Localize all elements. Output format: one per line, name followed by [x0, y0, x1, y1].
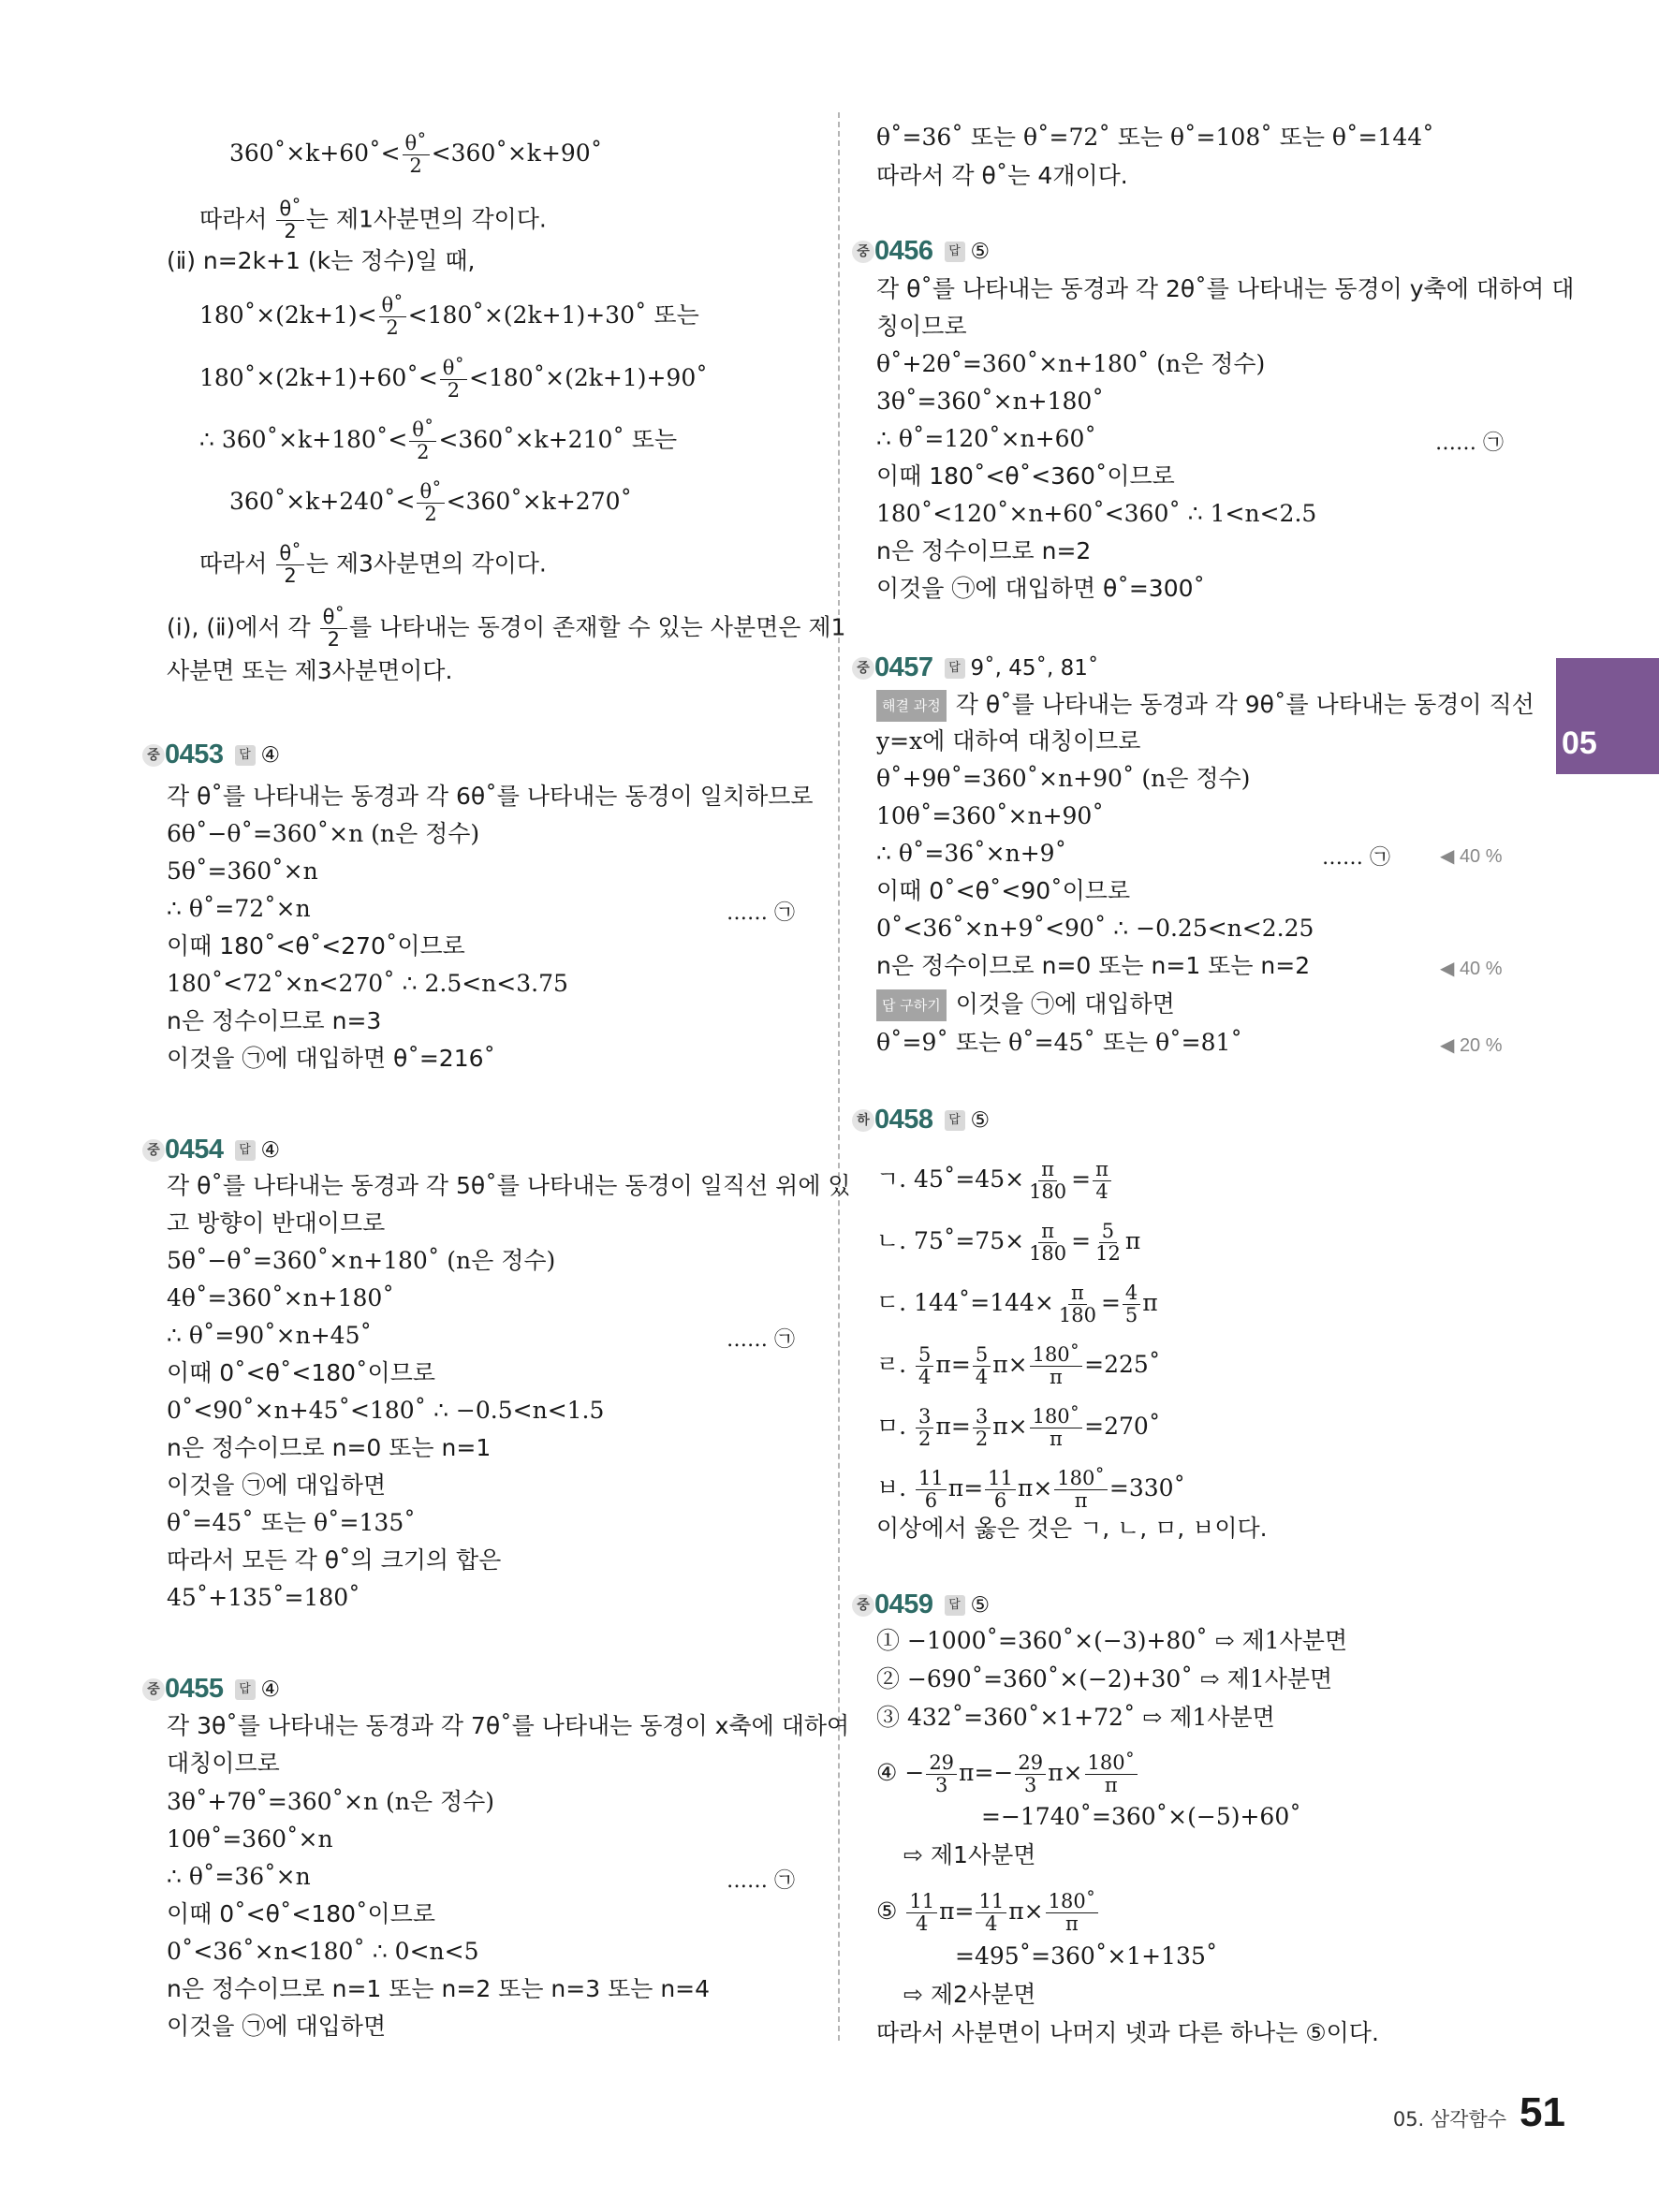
level-badge: 중 — [852, 1594, 874, 1617]
solution-line: =−1740˚=360˚×(−5)+60˚ — [981, 1803, 1301, 1830]
problem-number: 0454 — [165, 1135, 224, 1165]
eq-line: ∴ 360˚×k+180˚< $\frac{\theta˚}{2}$ <360˚×k+210˚ 또는 — [199, 418, 678, 463]
chapter-tab: 05 — [1556, 658, 1659, 774]
fraction: $\frac{\theta˚}{2}$ — [403, 133, 430, 177]
step-tag: 답 구하기 — [876, 989, 947, 1021]
solution-line: 6θ˚−θ˚=360˚×n (n은 정수) — [167, 820, 480, 847]
fraction: $\frac{5}{4}$ — [916, 1344, 933, 1388]
solution-line: 4θ˚=360˚×n+180˚ — [167, 1284, 394, 1311]
item-line: ㄴ. 75˚=75× $\frac{\pi}{180}$ = $\frac{5}{12}$ π — [876, 1220, 1141, 1265]
item-line: ㅂ. $\frac{11}{6}$ π= $\frac{11}{6}$ π× $\frac{180˚}{\pi}$ =330˚ — [876, 1467, 1186, 1512]
text-line: (ⅰ), (ⅱ)에서 각 $\frac{\theta˚}{2}$ 를 나타내는 동경이 존재할 수 있는 사분면은 제1 — [167, 606, 846, 651]
solution-line: 180˚<120˚×n+60˚<360˚ ∴ 1<n<2.5 — [876, 500, 1317, 527]
fraction: $\frac{\pi}{4}$ — [1093, 1159, 1111, 1203]
fraction: $\frac{5}{4}$ — [973, 1344, 991, 1388]
level-badge: 중 — [852, 657, 874, 680]
fraction: $\frac{3}{2}$ — [916, 1406, 933, 1450]
solution-line: 각 θ˚를 나타내는 동경과 각 6θ˚를 나타내는 동경이 일치하므로 — [167, 783, 814, 810]
level-badge: 중 — [852, 241, 874, 263]
problem-header-0458 — [852, 1105, 990, 1135]
text-line: 따라서 $\frac{\theta˚}{2}$ 는 제1사분면의 각이다. — [199, 198, 547, 242]
solution-line: 이때 0˚<θ˚<180˚이므로 — [167, 1900, 436, 1927]
solution-line: ① −1000˚=360˚×(−3)+80˚ ⇨ 제1사분면 — [876, 1627, 1348, 1654]
solution-line: θ˚=45˚ 또는 θ˚=135˚ — [167, 1509, 416, 1536]
solution-line: 0˚<36˚×n<180˚ ∴ 0<n<5 — [167, 1938, 479, 1965]
solution-line: ③ 432˚=360˚×1+72˚ ⇨ 제1사분면 — [876, 1704, 1275, 1731]
text-line: 따라서 $\frac{\theta˚}{2}$ 는 제3사분면의 각이다. — [199, 542, 547, 587]
answer-icon: 답 — [235, 1679, 256, 1700]
step-tag: 해결 과정 — [876, 690, 947, 722]
problem-header-0459 — [852, 1589, 990, 1620]
solution-line: 이상에서 옳은 것은 ㄱ, ㄴ, ㅁ, ㅂ이다. — [876, 1515, 1268, 1542]
solution-line: n은 정수이므로 n=0 또는 n=1 — [167, 1434, 492, 1461]
problem-header-0455 — [142, 1674, 280, 1705]
fraction: $\frac{\pi}{180}$ — [1058, 1282, 1096, 1326]
answer-value: ⑤ — [970, 239, 991, 264]
problem-number: 0457 — [874, 652, 933, 682]
solution-line: 따라서 각 θ˚는 4개이다. — [876, 162, 1128, 189]
solution-line: n은 정수이므로 n=3 — [167, 1007, 382, 1034]
solution-line: ∴ θ˚=90˚×n+45˚ — [167, 1322, 372, 1349]
eq-line: 180˚×(2k+1)< $\frac{\theta˚}{2}$ <180˚×(2k+1)+30˚ 또는 — [199, 294, 699, 339]
level-badge: 중 — [142, 1678, 165, 1701]
solution-line: 10θ˚=360˚×n — [167, 1825, 333, 1853]
eq-line: 360˚×k+60˚< $\frac{\theta˚}{2}$ <360˚×k+90˚ — [229, 132, 603, 177]
fraction: $\frac{180˚}{\pi}$ — [1046, 1891, 1099, 1935]
fraction: $\frac{180˚}{\pi}$ — [1054, 1468, 1108, 1512]
solution-line: θ˚+2θ˚=360˚×n+180˚ (n은 정수) — [876, 350, 1266, 377]
solution-line: θ˚=36˚ 또는 θ˚=72˚ 또는 θ˚=108˚ 또는 θ˚=144˚ — [876, 124, 1434, 151]
score-percent: ◀ 40 % — [1440, 959, 1503, 979]
fraction: $\frac{29}{3}$ — [1015, 1752, 1046, 1796]
answer-value: ④ — [260, 1677, 281, 1702]
item-line: ㄹ. $\frac{5}{4}$ π= $\frac{5}{4}$ π× $\frac{180˚}{\pi}$ =225˚ — [876, 1343, 1161, 1388]
solution-line: 각 θ˚를 나타내는 동경과 각 2θ˚를 나타내는 동경이 y축에 대하여 대 — [876, 275, 1575, 302]
text-line: 사분면 또는 제3사분면이다. — [167, 657, 453, 684]
answer-value: 9˚, 45˚, 81˚ — [970, 655, 1099, 681]
fraction: $\frac{11}{4}$ — [976, 1891, 1006, 1935]
fraction: $\frac{180˚}{\pi}$ — [1030, 1406, 1083, 1450]
column-divider — [838, 112, 840, 2041]
item-line: ㄱ. 45˚=45× $\frac{\pi}{180}$ = $\frac{\pi}{4}$ — [876, 1159, 1113, 1203]
fraction: $\frac{\theta˚}{2}$ — [276, 198, 303, 242]
solution-line: 5θ˚=360˚×n — [167, 857, 318, 885]
solution-line: ∴ θ˚=36˚×n+9˚ — [876, 840, 1067, 867]
level-badge: 중 — [142, 1139, 165, 1162]
item-line: ㅁ. $\frac{3}{2}$ π= $\frac{3}{2}$ π× $\frac{180˚}{\pi}$ =270˚ — [876, 1405, 1161, 1450]
answer-icon: 답 — [945, 1595, 965, 1616]
answer-value: ④ — [260, 742, 281, 768]
fraction: $\frac{\theta˚}{2}$ — [409, 419, 436, 463]
chapter-title: 05. 삼각함수 — [1392, 2108, 1507, 2131]
page-number: 51 — [1520, 2089, 1565, 2135]
fraction: $\frac{29}{3}$ — [926, 1752, 957, 1796]
eq-line: 180˚×(2k+1)+60˚< $\frac{\theta˚}{2}$ <180˚×(2k+1)+90˚ — [199, 357, 708, 402]
answer-icon: 답 — [945, 242, 965, 262]
solution-line: 이것을 ㉠에 대입하면 θ˚=216˚ — [167, 1045, 496, 1072]
fraction: $\frac{\theta˚}{2}$ — [417, 481, 444, 525]
solution-line: 5θ˚−θ˚=360˚×n+180˚ (n은 정수) — [167, 1247, 556, 1274]
solution-line: 따라서 사분면이 나머지 넷과 다른 하나는 ⑤이다. — [876, 2019, 1379, 2046]
solution-line: ⇨ 제2사분면 — [903, 1981, 1036, 2008]
answer-value: ④ — [260, 1137, 281, 1163]
eq-line: 360˚×k+240˚< $\frac{\theta˚}{2}$ <360˚×k+270˚ — [229, 480, 633, 525]
fraction: $\frac{5}{12}$ — [1095, 1220, 1121, 1265]
fraction: $\frac{180˚}{\pi}$ — [1030, 1344, 1083, 1388]
problem-number: 0458 — [874, 1105, 933, 1135]
solution-line: n은 정수이므로 n=2 — [876, 537, 1092, 564]
item-line: ㄷ. 144˚=144× $\frac{\pi}{180}$ = $\frac{4}{5}$ π — [876, 1282, 1158, 1326]
problem-header-0456 — [852, 236, 990, 267]
level-badge: 하 — [852, 1109, 874, 1132]
fraction: $\frac{\theta˚}{2}$ — [440, 358, 467, 402]
solution-line: 해결 과정 각 θ˚를 나타내는 동경과 각 9θ˚를 나타내는 동경이 직선 — [876, 690, 1534, 722]
fraction: $\frac{\theta˚}{2}$ — [320, 607, 347, 651]
fraction: $\frac{11}{6}$ — [916, 1468, 947, 1512]
solution-line: ∴ θ˚=36˚×n — [167, 1863, 311, 1890]
solution-line: n은 정수이므로 n=0 또는 n=1 또는 n=2 — [876, 952, 1311, 979]
solution-line: 각 θ˚를 나타내는 동경과 각 5θ˚를 나타내는 동경이 일직선 위에 있 — [167, 1172, 851, 1199]
solution-line: 고 방향이 반대이므로 — [167, 1209, 386, 1237]
score-percent: ◀ 40 % — [1440, 846, 1503, 867]
solution-line: ∴ θ˚=120˚×n+60˚ — [876, 425, 1096, 452]
equation-marker: …… ㉠ — [727, 1328, 795, 1352]
solution-line: 180˚<72˚×n<270˚ ∴ 2.5<n<3.75 — [167, 970, 568, 997]
solution-line: 이때 180˚<θ˚<360˚이므로 — [876, 462, 1175, 490]
equation-marker: …… ㉠ — [1322, 846, 1390, 870]
problem-header-0457 — [852, 652, 1098, 683]
solution-line: ⇨ 제1사분면 — [903, 1841, 1036, 1868]
solution-line: 45˚+135˚=180˚ — [167, 1584, 360, 1611]
fraction: $\frac{11}{6}$ — [985, 1468, 1016, 1512]
equation-marker: …… ㉠ — [727, 1869, 795, 1893]
fraction: $\frac{\pi}{180}$ — [1029, 1158, 1067, 1203]
solution-line: 3θ˚+7θ˚=360˚×n (n은 정수) — [167, 1788, 495, 1815]
problem-number: 0455 — [165, 1674, 224, 1704]
problem-header-0453 — [142, 740, 280, 770]
solution-line: 대칭이므로 — [167, 1750, 280, 1777]
solution-line: 칭이므로 — [876, 313, 967, 340]
score-percent: ◀ 20 % — [1440, 1035, 1503, 1056]
answer-value: ⑤ — [970, 1107, 991, 1133]
solution-line: ⑤ $\frac{11}{4}$ π= $\frac{11}{4}$ π× $\frac{180˚}{\pi}$ — [876, 1891, 1100, 1935]
solution-line: 답 구하기 이것을 ㉠에 대입하면 — [876, 989, 1175, 1021]
text-line: (ⅱ) n=2k+1 (k는 정수)일 때, — [167, 247, 476, 274]
solution-line: 3θ˚=360˚×n+180˚ — [876, 388, 1104, 415]
solution-line: ② −690˚=360˚×(−2)+30˚ ⇨ 제1사분면 — [876, 1665, 1333, 1692]
problem-number: 0453 — [165, 740, 224, 769]
answer-icon: 답 — [945, 1110, 965, 1131]
solution-line: =495˚=360˚×1+135˚ — [955, 1942, 1218, 1970]
answer-icon: 답 — [235, 1140, 256, 1161]
fraction: $\frac{\theta˚}{2}$ — [379, 295, 406, 339]
fraction: $\frac{3}{2}$ — [973, 1406, 991, 1450]
problem-number: 0459 — [874, 1589, 933, 1619]
solution-line: n은 정수이므로 n=1 또는 n=2 또는 n=3 또는 n=4 — [167, 1975, 711, 2002]
solution-line: 이때 180˚<θ˚<270˚이므로 — [167, 932, 465, 960]
solution-line: 이것을 ㉠에 대입하면 — [167, 1472, 387, 1499]
equation-marker: …… ㉠ — [727, 901, 795, 925]
solution-line: 0˚<36˚×n+9˚<90˚ ∴ −0.25<n<2.25 — [876, 915, 1314, 942]
solution-line: θ˚+9θ˚=360˚×n+90˚ (n은 정수) — [876, 765, 1251, 792]
solution-line: 이것을 ㉠에 대입하면 — [167, 2013, 387, 2040]
fraction: $\frac{4}{5}$ — [1123, 1282, 1140, 1326]
solution-line: 이때 0˚<θ˚<180˚이므로 — [167, 1359, 436, 1386]
answer-icon: 답 — [235, 745, 256, 766]
solution-line: 따라서 모든 각 θ˚의 크기의 합은 — [167, 1546, 502, 1574]
solution-line: ∴ θ˚=72˚×n — [167, 895, 311, 922]
level-badge: 중 — [142, 744, 165, 767]
answer-icon: 답 — [945, 658, 965, 679]
problem-number: 0456 — [874, 236, 933, 266]
solution-line: 0˚<90˚×n+45˚<180˚ ∴ −0.5<n<1.5 — [167, 1397, 605, 1424]
answer-value: ⑤ — [970, 1592, 991, 1618]
fraction: $\frac{\theta˚}{2}$ — [276, 543, 303, 587]
solution-line: 이것을 ㉠에 대입하면 θ˚=300˚ — [876, 575, 1206, 602]
solution-line: y=x에 대하여 대칭이므로 — [876, 727, 1141, 754]
equation-marker: …… ㉠ — [1435, 432, 1504, 455]
fraction: $\frac{11}{4}$ — [906, 1891, 937, 1935]
solution-line: θ˚=9˚ 또는 θ˚=45˚ 또는 θ˚=81˚ — [876, 1029, 1242, 1056]
fraction: $\frac{\pi}{180}$ — [1029, 1220, 1067, 1265]
problem-header-0454 — [142, 1135, 280, 1165]
solution-line: 이때 0˚<θ˚<90˚이므로 — [876, 877, 1131, 904]
solution-line: 각 3θ˚를 나타내는 동경과 각 7θ˚를 나타내는 동경이 x축에 대하여 — [167, 1712, 850, 1739]
solution-line: 10θ˚=360˚×n+90˚ — [876, 802, 1104, 829]
fraction: $\frac{180˚}{\pi}$ — [1085, 1752, 1138, 1796]
page-footer — [1393, 2089, 1565, 2136]
solution-line: ④ − $\frac{29}{3}$ π=− $\frac{29}{3}$ π× $\frac{180˚}{\pi}$ — [876, 1752, 1139, 1796]
